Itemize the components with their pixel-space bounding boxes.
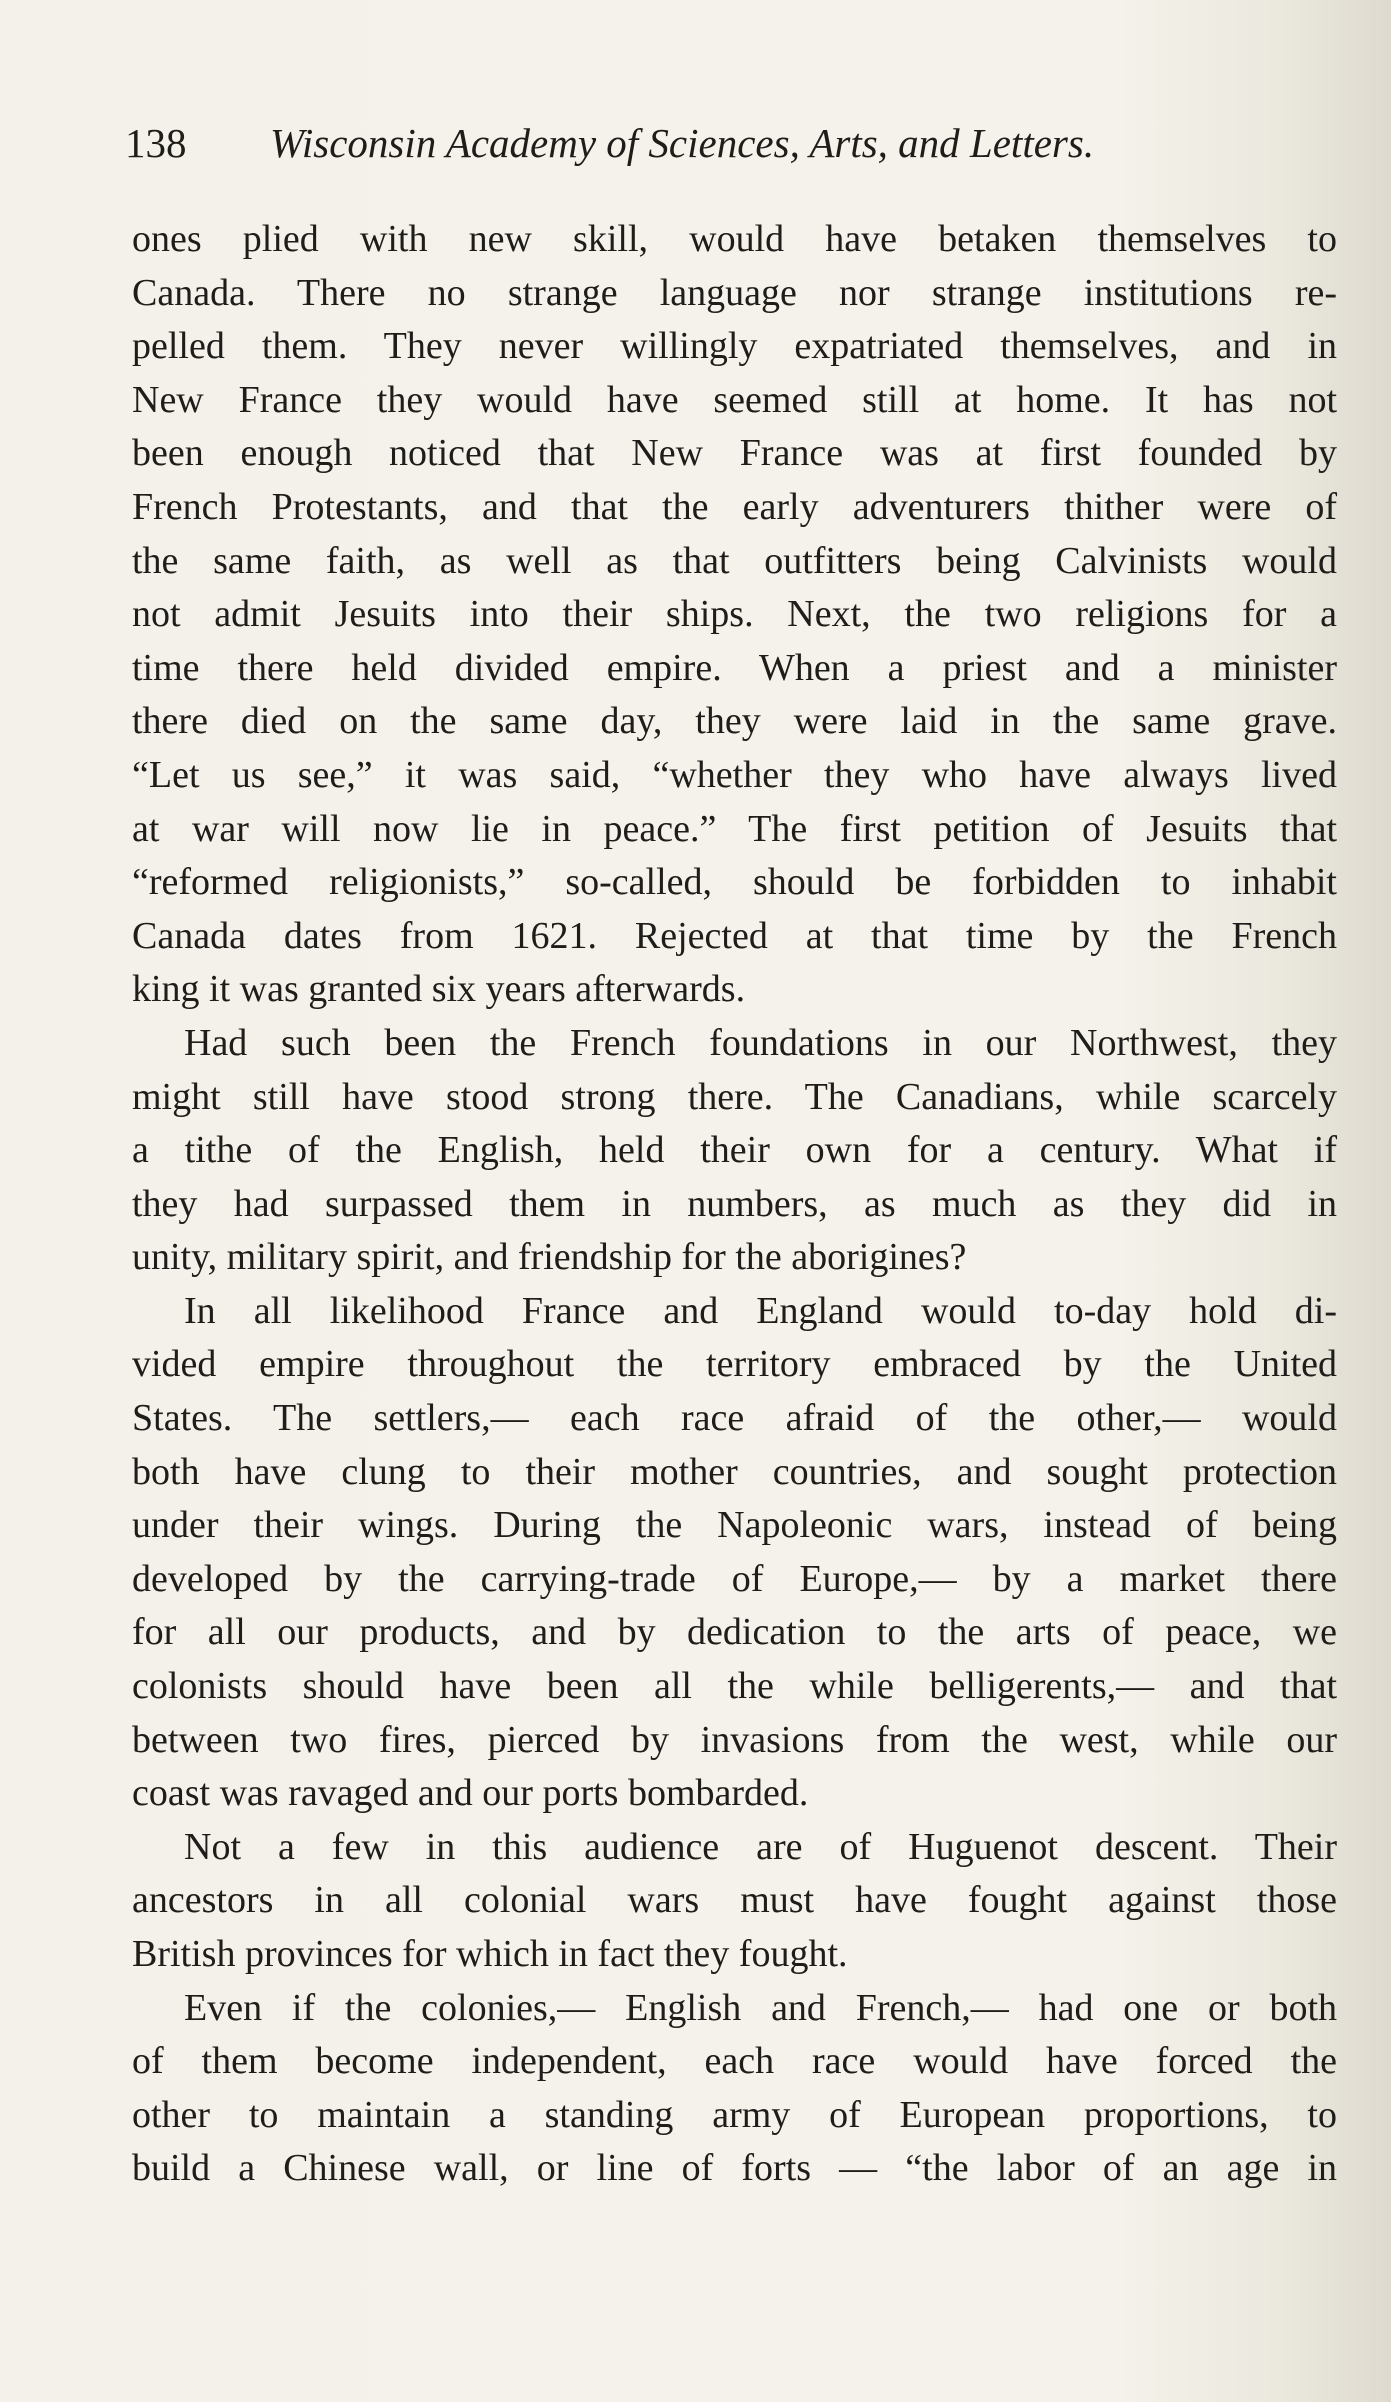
text-line: build a Chinese wall, or line of forts — “the labor of an age in bbox=[132, 2147, 1337, 2190]
text-line: “Let us see,” it was said, “whether they who have always lived bbox=[132, 753, 1337, 796]
text-line: for all our products, and by dedication to the arts of peace, we bbox=[132, 1611, 1337, 1654]
text-line: both have clung to their mother countries, and sought protection bbox=[132, 1450, 1337, 1493]
text-line: In all likelihood France and England would to-day hold di- bbox=[184, 1289, 1337, 1332]
text-line: not admit Jesuits into their ships. Next, the two religions for a bbox=[132, 593, 1337, 636]
text-line: British provinces for which in fact they fought. bbox=[132, 1933, 848, 1975]
text-line: unity, military spirit, and friendship for the aborigines? bbox=[132, 1236, 967, 1279]
text-line: “reformed religionists,” so-called, should be forbidden to inhabit bbox=[132, 861, 1337, 904]
text-line: States. The settlers,— each race afraid of the other,— would bbox=[132, 1397, 1337, 1440]
text-line: Canada. There no strange language nor strange institutions re- bbox=[132, 271, 1337, 314]
text-line: at war will now lie in peace.” The first petition of Jesuits that bbox=[132, 807, 1337, 850]
text-line: French Protestants, and that the early adventurers thither were of bbox=[132, 485, 1337, 528]
text-line: ones plied with new skill, would have betaken themselves to bbox=[132, 218, 1337, 260]
text-line: Canada dates from 1621. Rejected at that time by the French bbox=[132, 914, 1337, 957]
text-line: of them become independent, each race would have forced the bbox=[132, 2040, 1337, 2083]
text-line: there died on the same day, they were laid in the same grave. bbox=[132, 700, 1337, 743]
text-line: they had surpassed them in numbers, as much as they did in bbox=[132, 1182, 1337, 1225]
text-line: vided empire throughout the territory embraced by the United bbox=[132, 1343, 1337, 1386]
text-line: time there held divided empire. When a priest and a minister bbox=[132, 646, 1337, 689]
text-line: developed by the carrying-trade of Europe,— by a market there bbox=[132, 1557, 1337, 1600]
text-line: been enough noticed that New France was at first founded by bbox=[132, 432, 1337, 475]
text-line: might still have stood strong there. The Canadians, while scarcely bbox=[132, 1075, 1337, 1118]
text-line: New France they would have seemed still at home. It has not bbox=[132, 378, 1337, 421]
text-line: the same faith, as well as that outfitters being Calvinists would bbox=[132, 539, 1337, 582]
text-line: ancestors in all colonial wars must have fought against those bbox=[132, 1879, 1337, 1922]
text-line: between two fires, pierced by invasions from the west, while our bbox=[132, 1718, 1337, 1761]
text-line: a tithe of the English, held their own for a century. What if bbox=[132, 1129, 1337, 1172]
text-line: Had such been the French foundations in our Northwest, they bbox=[184, 1021, 1337, 1064]
text-line: colonists should have been all the while belligerents,— and that bbox=[132, 1665, 1337, 1708]
text-line: pelled them. They never willingly expatriated themselves, and in bbox=[132, 325, 1337, 368]
text-line: king it was granted six years afterwards. bbox=[132, 968, 746, 1011]
text-line: other to maintain a standing army of European proportions, to bbox=[132, 2093, 1337, 2136]
body-text bbox=[132, 213, 1337, 2196]
page-header bbox=[125, 118, 1225, 168]
running-title: Wisconsin Academy of Sciences, Arts, and Letters. bbox=[270, 120, 1095, 166]
text-line: Even if the colonies,— English and French,— had one or both bbox=[184, 1986, 1337, 2029]
text-line: coast was ravaged and our ports bombarded. bbox=[132, 1772, 809, 1815]
text-line: under their wings. During the Napoleonic wars, instead of being bbox=[132, 1504, 1337, 1547]
text-line: Not a few in this audience are of Huguenot descent. Their bbox=[184, 1825, 1337, 1868]
page-number: 138 bbox=[125, 120, 187, 166]
